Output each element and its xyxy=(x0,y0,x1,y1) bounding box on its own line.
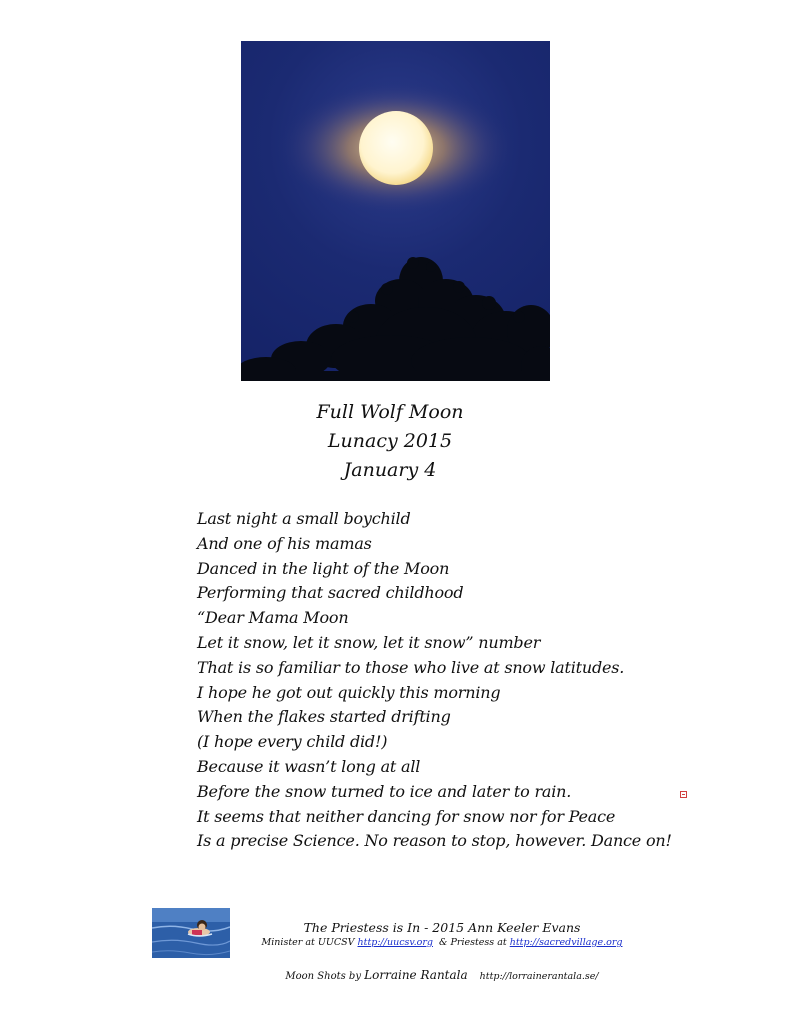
poem-line: “Dear Mama Moon xyxy=(197,608,349,628)
poem-line: That is so familiar to those who live at snow latitudes. xyxy=(197,657,625,677)
minister-label: Minister at UUCSV xyxy=(261,937,358,948)
poem-line: And one of his mamas xyxy=(197,533,372,553)
embedded-object-marker xyxy=(680,791,687,798)
poem-line: (I hope every child did!) xyxy=(197,732,388,752)
poem-line: Last night a small boychild xyxy=(197,509,411,528)
title-line-3: January 4 xyxy=(343,459,437,481)
footer-affiliation-line xyxy=(232,936,652,949)
poem-line: I hope he got out quickly this morning xyxy=(197,682,501,702)
credit-url: http://lorrainerantala.se/ xyxy=(479,971,599,982)
credit-name: Lorraine Rantala xyxy=(364,968,468,982)
poem-line: Let it snow, let it snow, let it snow” number xyxy=(197,632,541,652)
priestess-label: & Priestess at xyxy=(433,937,510,948)
photo-credit xyxy=(232,968,652,982)
poem-line: Danced in the light of the Moon xyxy=(197,558,450,578)
poem-body xyxy=(197,507,672,854)
title-line-1: Full Wolf Moon xyxy=(316,401,464,423)
credit-label: Moon Shots by xyxy=(285,971,365,982)
uucsv-link[interactable]: http://uucsv.org xyxy=(357,937,433,948)
poem-line: It seems that neither dancing for snow nor for Peace xyxy=(197,806,616,826)
tree-silhouette xyxy=(241,257,550,381)
sacredvillage-link[interactable]: http://sacredvillage.org xyxy=(509,937,623,948)
poem-title xyxy=(240,398,540,485)
poem-line: Is a precise Science. No reason to stop, however. Dance on! xyxy=(197,831,672,851)
swimmer-graphic xyxy=(152,908,230,958)
poem-line: Because it wasn’t long at all xyxy=(197,756,421,776)
poem-line: Performing that sacred childhood xyxy=(197,583,464,603)
full-moon-photo xyxy=(241,41,550,381)
title-line-2: Lunacy 2015 xyxy=(327,430,453,452)
moon-scene-graphic xyxy=(241,41,550,381)
swimmer-photo xyxy=(152,908,230,958)
moon-disc xyxy=(359,111,433,185)
poem-line: Before the snow turned to ice and later to rain. xyxy=(197,781,572,801)
footer-author-line: The Priestess is In - 2015 Ann Keeler Evans xyxy=(303,920,581,935)
footer xyxy=(232,920,652,949)
poem-line: When the flakes started drifting xyxy=(197,707,451,727)
